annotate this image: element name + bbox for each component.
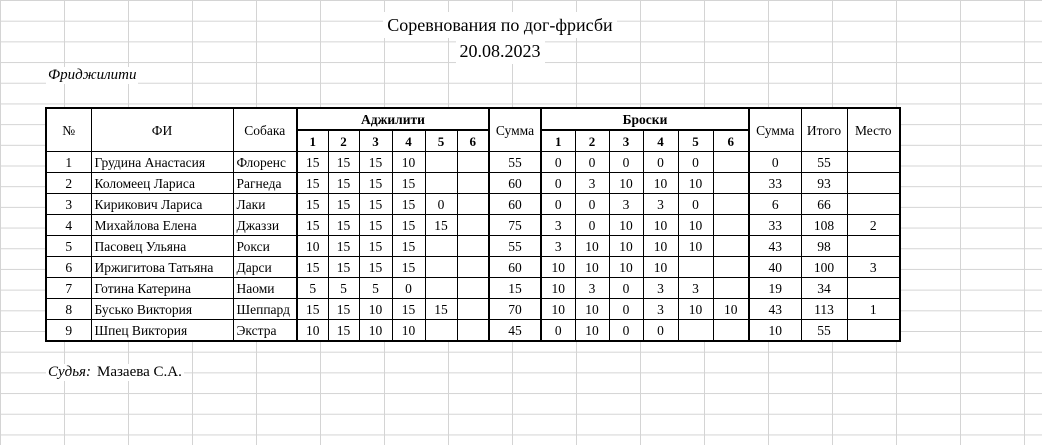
cell-agility-score: [457, 215, 489, 236]
cell-throw-score: 0: [609, 320, 643, 342]
cell-sum-agility: 75: [489, 215, 541, 236]
cell-agility-score: [457, 257, 489, 278]
cell-throw-score: 3: [643, 299, 678, 320]
cell-agility-score: 15: [328, 152, 359, 173]
cell-num: 6: [46, 257, 91, 278]
cell-throw-score: 0: [609, 152, 643, 173]
cell-throw-score: [713, 278, 749, 299]
cell-throw-score: 10: [678, 215, 713, 236]
cell-throw-score: 10: [713, 299, 749, 320]
cell-agility-score: [457, 320, 489, 342]
cell-dog: Наоми: [233, 278, 297, 299]
cell-throw-score: 3: [678, 278, 713, 299]
cell-agility-score: 15: [297, 257, 328, 278]
cell-total: 66: [801, 194, 847, 215]
table-row: [46, 236, 900, 257]
cell-agility-score: 15: [359, 257, 392, 278]
cell-agility-score: 15: [392, 299, 425, 320]
cell-sum-throws: 6: [749, 194, 801, 215]
col-header-num: №: [46, 108, 91, 152]
table-row: [46, 299, 900, 320]
cell-throw-score: 10: [609, 173, 643, 194]
cell-throw-score: 0: [575, 215, 609, 236]
cell-throw-score: 0: [541, 173, 575, 194]
cell-total: 100: [801, 257, 847, 278]
col-header-place: Место: [847, 108, 900, 152]
cell-throw-score: [713, 152, 749, 173]
cell-name: Иржигитова Татьяна: [91, 257, 233, 278]
cell-agility-score: 15: [328, 236, 359, 257]
cell-throw-score: 10: [643, 257, 678, 278]
agility-round-header: 1: [297, 130, 328, 152]
cell-throw-score: [713, 320, 749, 342]
cell-total: 108: [801, 215, 847, 236]
cell-agility-score: 15: [359, 236, 392, 257]
cell-sum-throws: 43: [749, 236, 801, 257]
cell-throw-score: 3: [609, 194, 643, 215]
cell-throw-score: [678, 320, 713, 342]
cell-place: [847, 152, 900, 173]
cell-agility-score: 15: [328, 194, 359, 215]
throws-round-header: 2: [575, 130, 609, 152]
throws-round-header: 1: [541, 130, 575, 152]
cell-name: Готина Катерина: [91, 278, 233, 299]
cell-agility-score: 10: [359, 320, 392, 342]
cell-place: [847, 173, 900, 194]
col-header-sum-agility: Сумма: [489, 108, 541, 152]
cell-total: 113: [801, 299, 847, 320]
cell-dog: Джаззи: [233, 215, 297, 236]
cell-agility-score: 10: [392, 152, 425, 173]
cell-throw-score: 3: [541, 236, 575, 257]
cell-agility-score: 15: [328, 320, 359, 342]
agility-round-header: 6: [457, 130, 489, 152]
cell-total: 93: [801, 173, 847, 194]
cell-name: Коломеец Лариса: [91, 173, 233, 194]
cell-place: [847, 278, 900, 299]
cell-throw-score: 10: [609, 215, 643, 236]
cell-place: [847, 194, 900, 215]
cell-throw-score: 10: [678, 173, 713, 194]
cell-sum-throws: 33: [749, 173, 801, 194]
cell-throw-score: 10: [643, 236, 678, 257]
col-group-throws: Броски: [541, 108, 749, 130]
cell-dog: Рагнеда: [233, 173, 297, 194]
cell-throw-score: 10: [575, 257, 609, 278]
cell-throw-score: 0: [678, 194, 713, 215]
cell-sum-agility: 70: [489, 299, 541, 320]
cell-throw-score: 0: [541, 194, 575, 215]
cell-throw-score: 0: [643, 320, 678, 342]
col-header-dog: Собака: [233, 108, 297, 152]
cell-dog: Флоренс: [233, 152, 297, 173]
cell-agility-score: 10: [297, 236, 328, 257]
cell-throw-score: 0: [575, 194, 609, 215]
cell-sum-throws: 19: [749, 278, 801, 299]
cell-agility-score: [457, 236, 489, 257]
cell-throw-score: 10: [575, 320, 609, 342]
cell-throw-score: 0: [541, 320, 575, 342]
cell-agility-score: [457, 152, 489, 173]
cell-sum-agility: 60: [489, 173, 541, 194]
cell-num: 3: [46, 194, 91, 215]
cell-dog: Шеппард: [233, 299, 297, 320]
cell-sum-agility: 15: [489, 278, 541, 299]
cell-name: Бусько Виктория: [91, 299, 233, 320]
cell-agility-score: 15: [392, 215, 425, 236]
cell-sum-agility: 60: [489, 257, 541, 278]
agility-round-header: 4: [392, 130, 425, 152]
cell-agility-score: 15: [328, 173, 359, 194]
cell-throw-score: 10: [609, 257, 643, 278]
cell-throw-score: 0: [609, 299, 643, 320]
cell-name: Кирикович Лариса: [91, 194, 233, 215]
cell-sum-throws: 43: [749, 299, 801, 320]
cell-agility-score: 15: [297, 215, 328, 236]
cell-num: 1: [46, 152, 91, 173]
cell-throw-score: [713, 173, 749, 194]
cell-agility-score: [425, 257, 457, 278]
agility-round-header: 3: [359, 130, 392, 152]
cell-throw-score: 10: [643, 173, 678, 194]
cell-throw-score: 10: [575, 236, 609, 257]
agility-round-header: 2: [328, 130, 359, 152]
cell-agility-score: 15: [328, 299, 359, 320]
cell-agility-score: 15: [297, 194, 328, 215]
cell-dog: Дарси: [233, 257, 297, 278]
cell-place: [847, 320, 900, 342]
cell-agility-score: 5: [328, 278, 359, 299]
cell-agility-score: [425, 152, 457, 173]
col-header-sum-throws: Сумма: [749, 108, 801, 152]
cell-agility-score: [425, 278, 457, 299]
cell-sum-throws: 40: [749, 257, 801, 278]
cell-throw-score: [678, 257, 713, 278]
cell-throw-score: [713, 215, 749, 236]
cell-total: 34: [801, 278, 847, 299]
cell-throw-score: 10: [575, 299, 609, 320]
judge-label: Судья:: [48, 364, 92, 380]
cell-throw-score: 10: [541, 278, 575, 299]
cell-total: 98: [801, 236, 847, 257]
cell-dog: Экстра: [233, 320, 297, 342]
table-row: [46, 278, 900, 299]
cell-name: Михайлова Елена: [91, 215, 233, 236]
cell-dog: Лаки: [233, 194, 297, 215]
cell-agility-score: [425, 320, 457, 342]
cell-num: 7: [46, 278, 91, 299]
cell-throw-score: 10: [541, 299, 575, 320]
cell-agility-score: [425, 236, 457, 257]
cell-agility-score: [457, 194, 489, 215]
cell-agility-score: 15: [297, 173, 328, 194]
cell-throw-score: 3: [643, 194, 678, 215]
cell-agility-score: 15: [392, 257, 425, 278]
cell-throw-score: 3: [643, 278, 678, 299]
table-row: [46, 320, 900, 342]
col-group-agility: Аджилити: [297, 108, 489, 130]
cell-throw-score: [713, 257, 749, 278]
cell-agility-score: 0: [425, 194, 457, 215]
cell-sum-agility: 55: [489, 236, 541, 257]
header-row-top: [46, 108, 900, 130]
cell-agility-score: 10: [392, 320, 425, 342]
cell-sum-throws: 10: [749, 320, 801, 342]
cell-throw-score: 10: [678, 236, 713, 257]
throws-round-header: 6: [713, 130, 749, 152]
cell-throw-score: 0: [609, 278, 643, 299]
cell-sum-throws: 0: [749, 152, 801, 173]
cell-agility-score: 15: [328, 215, 359, 236]
cell-place: 1: [847, 299, 900, 320]
cell-agility-score: 15: [328, 257, 359, 278]
cell-num: 9: [46, 320, 91, 342]
cell-agility-score: 15: [392, 173, 425, 194]
col-header-total: Итого: [801, 108, 847, 152]
table-row: [46, 152, 900, 173]
agility-round-header: 5: [425, 130, 457, 152]
cell-total: 55: [801, 320, 847, 342]
cell-agility-score: [457, 299, 489, 320]
results-body: [46, 152, 900, 342]
cell-throw-score: 10: [609, 236, 643, 257]
cell-agility-score: [457, 173, 489, 194]
table-row: [46, 194, 900, 215]
cell-dog: Рокси: [233, 236, 297, 257]
cell-place: [847, 236, 900, 257]
cell-throw-score: 3: [575, 173, 609, 194]
cell-agility-score: 15: [297, 152, 328, 173]
cell-name: Грудина Анастасия: [91, 152, 233, 173]
cell-name: Шпец Виктория: [91, 320, 233, 342]
cell-sum-agility: 55: [489, 152, 541, 173]
cell-total: 55: [801, 152, 847, 173]
cell-agility-score: [425, 173, 457, 194]
cell-throw-score: 3: [575, 278, 609, 299]
cell-throw-score: 0: [575, 152, 609, 173]
cell-sum-agility: 60: [489, 194, 541, 215]
table-row: [46, 173, 900, 194]
cell-num: 2: [46, 173, 91, 194]
header-block: [0, 12, 1000, 64]
cell-agility-score: 10: [359, 299, 392, 320]
judge-name: Мазаева С.А.: [97, 364, 182, 380]
cell-throw-score: [713, 194, 749, 215]
cell-agility-score: [457, 278, 489, 299]
cell-throw-score: 3: [541, 215, 575, 236]
cell-agility-score: 5: [359, 278, 392, 299]
cell-place: 3: [847, 257, 900, 278]
cell-agility-score: 15: [359, 152, 392, 173]
cell-place: 2: [847, 215, 900, 236]
cell-throw-score: 0: [541, 152, 575, 173]
cell-num: 8: [46, 299, 91, 320]
cell-agility-score: 15: [392, 236, 425, 257]
cell-agility-score: 15: [425, 299, 457, 320]
cell-throw-score: 10: [678, 299, 713, 320]
cell-agility-score: 15: [425, 215, 457, 236]
cell-num: 5: [46, 236, 91, 257]
cell-agility-score: 5: [297, 278, 328, 299]
event-date: 20.08.2023: [456, 38, 545, 64]
cell-agility-score: 0: [392, 278, 425, 299]
cell-agility-score: 15: [297, 299, 328, 320]
cell-agility-score: 15: [359, 215, 392, 236]
cell-num: 4: [46, 215, 91, 236]
cell-sum-agility: 45: [489, 320, 541, 342]
cell-throw-score: 0: [643, 152, 678, 173]
throws-round-header: 5: [678, 130, 713, 152]
cell-agility-score: 15: [359, 173, 392, 194]
cell-throw-score: [713, 236, 749, 257]
judge-line: [46, 364, 184, 381]
cell-agility-score: 15: [359, 194, 392, 215]
col-header-name: ФИ: [91, 108, 233, 152]
cell-agility-score: 15: [392, 194, 425, 215]
page-title: Соревнования по дог-фрисби: [383, 12, 616, 38]
throws-round-header: 4: [643, 130, 678, 152]
throws-round-header: 3: [609, 130, 643, 152]
cell-sum-throws: 33: [749, 215, 801, 236]
cell-name: Пасовец Ульяна: [91, 236, 233, 257]
cell-throw-score: 10: [541, 257, 575, 278]
category-label: Фриджилити: [48, 67, 137, 83]
cell-agility-score: 10: [297, 320, 328, 342]
cell-throw-score: 10: [643, 215, 678, 236]
table-row: [46, 257, 900, 278]
cell-throw-score: 0: [678, 152, 713, 173]
table-row: [46, 215, 900, 236]
results-table: [45, 107, 901, 342]
